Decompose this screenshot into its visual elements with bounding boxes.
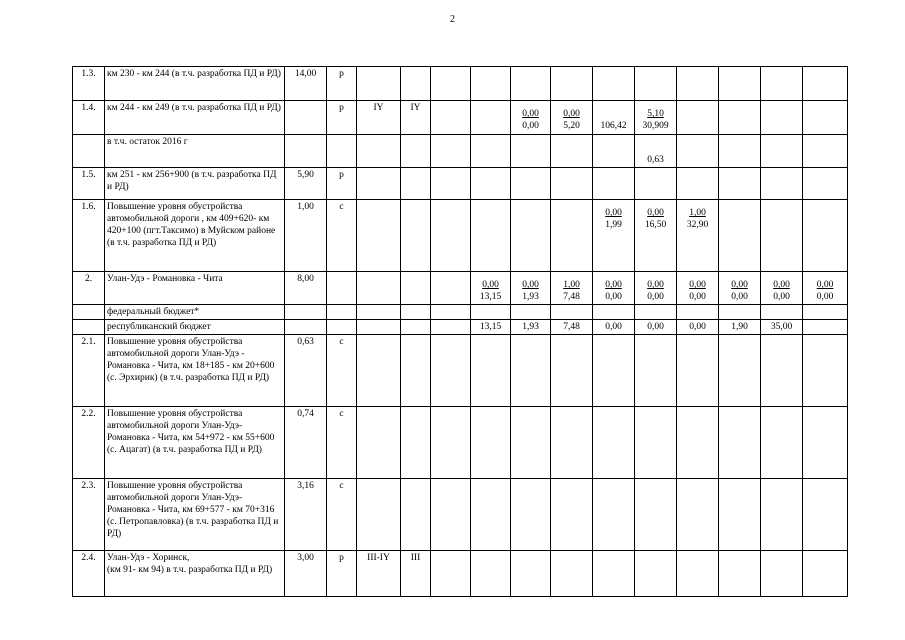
row-category-before	[357, 272, 401, 305]
year-value-cell	[677, 320, 719, 335]
row-category-after	[401, 407, 431, 479]
year-value-cell	[761, 305, 803, 320]
value-length: 0,00	[522, 280, 539, 290]
row-work-type: с	[327, 479, 357, 551]
year-value-cell	[635, 479, 677, 551]
row-description: км 230 - км 244 (в т.ч. разработка ПД и РД)	[105, 67, 285, 101]
year-value-cell	[511, 272, 551, 305]
row-description: Повышение уровня обустройства автомобильной дороги Улан-Удэ- Романовка - Чита, км 69+577 - км 70+316 (с. Петропавловка) (в т.ч. разработка ПД и РД)	[105, 479, 285, 551]
year-value-cell	[593, 479, 635, 551]
value-cost: 13,15	[479, 292, 502, 302]
row-work-type	[327, 320, 357, 335]
value-length: 0,00	[482, 280, 499, 290]
value-length: 0,00	[647, 280, 664, 290]
year-value-cell	[471, 101, 511, 135]
table-row	[73, 200, 848, 272]
year-value-cell	[803, 272, 848, 305]
row-description: км 244 - км 249 (в т.ч. разработка ПД и РД)	[105, 101, 285, 135]
row-category-before	[357, 407, 401, 479]
value-length: 0,00	[731, 280, 748, 290]
year-value-cell	[431, 168, 471, 200]
row-category-before	[357, 200, 401, 272]
row-category-before: IY	[357, 101, 401, 135]
year-value-cell	[677, 335, 719, 407]
year-value-cell	[431, 200, 471, 272]
value-cost: 0,00	[605, 292, 622, 302]
year-value-cell	[803, 168, 848, 200]
year-value-cell	[677, 479, 719, 551]
row-number: 2.1.	[73, 335, 105, 407]
year-value-cell	[719, 305, 761, 320]
year-value-cell	[511, 305, 551, 320]
row-work-type	[327, 305, 357, 320]
value-text: 1,90	[731, 322, 748, 332]
year-value-cell	[431, 335, 471, 407]
row-length	[285, 135, 327, 168]
year-value-cell	[803, 200, 848, 272]
value-cost: 1,99	[605, 220, 622, 230]
table-row	[73, 407, 848, 479]
year-value-cell	[593, 407, 635, 479]
year-value-cell	[719, 320, 761, 335]
year-value-cell	[471, 272, 511, 305]
table-row	[73, 67, 848, 101]
year-value-cell	[635, 407, 677, 479]
value-length: 1,00	[563, 280, 580, 290]
year-value-cell	[677, 200, 719, 272]
row-category-after: IY	[401, 101, 431, 135]
year-value-cell	[511, 200, 551, 272]
year-value-cell	[471, 305, 511, 320]
year-value-cell	[719, 272, 761, 305]
year-value-cell	[431, 101, 471, 135]
row-number	[73, 320, 105, 335]
year-value-cell	[431, 305, 471, 320]
year-value-cell	[431, 67, 471, 101]
value-cost: 7,48	[563, 292, 580, 302]
row-category-after	[401, 479, 431, 551]
value-text: 0,00	[647, 322, 664, 332]
year-value-cell	[551, 101, 593, 135]
year-value-cell	[635, 272, 677, 305]
table-row	[73, 305, 848, 320]
year-value-cell	[635, 320, 677, 335]
row-length	[285, 305, 327, 320]
year-value-cell	[803, 335, 848, 407]
row-length: 0,74	[285, 407, 327, 479]
value-cost: 0,00	[522, 121, 539, 131]
value-text: 0,00	[605, 322, 622, 332]
year-value-cell	[593, 168, 635, 200]
row-description: в т.ч. остаток 2016 г	[105, 135, 285, 168]
row-work-type: р	[327, 551, 357, 597]
year-value-cell	[761, 272, 803, 305]
year-value-cell	[803, 551, 848, 597]
row-length: 14,00	[285, 67, 327, 101]
value-length: 0,00	[773, 280, 790, 290]
year-value-cell	[431, 551, 471, 597]
year-value-cell	[635, 168, 677, 200]
row-length: 8,00	[285, 272, 327, 305]
year-value-cell	[511, 135, 551, 168]
year-value-cell	[635, 335, 677, 407]
year-value-cell	[803, 67, 848, 101]
year-value-cell	[677, 551, 719, 597]
year-value-cell	[593, 335, 635, 407]
year-value-cell	[761, 135, 803, 168]
row-work-type: р	[327, 168, 357, 200]
year-value-cell	[719, 200, 761, 272]
row-category-before	[357, 305, 401, 320]
table-row	[73, 320, 848, 335]
year-value-cell	[761, 168, 803, 200]
row-category-after	[401, 320, 431, 335]
year-value-cell	[677, 67, 719, 101]
row-work-type: с	[327, 200, 357, 272]
value-cost: 5,20	[563, 121, 580, 131]
value-length: 1,00	[689, 208, 706, 218]
year-value-cell	[593, 200, 635, 272]
year-value-cell	[471, 135, 511, 168]
year-value-cell	[551, 551, 593, 597]
row-number: 2.	[73, 272, 105, 305]
value-length: 0,00	[605, 208, 622, 218]
page-number: 2	[450, 14, 455, 25]
year-value-cell	[635, 305, 677, 320]
table-row	[73, 101, 848, 135]
table-row	[73, 272, 848, 305]
row-number: 1.4.	[73, 101, 105, 135]
value-cost: 30,909	[642, 121, 669, 131]
year-value-cell	[719, 335, 761, 407]
year-value-cell	[511, 407, 551, 479]
value-length: 0,00	[647, 208, 664, 218]
row-work-type: р	[327, 67, 357, 101]
value-text: 13,15	[479, 322, 502, 332]
year-value-cell	[431, 407, 471, 479]
row-category-after	[401, 67, 431, 101]
row-number: 2.2.	[73, 407, 105, 479]
year-value-cell	[803, 305, 848, 320]
year-value-cell	[551, 135, 593, 168]
year-value-cell	[511, 479, 551, 551]
year-value-cell	[635, 101, 677, 135]
table-row	[73, 479, 848, 551]
row-length: 3,16	[285, 479, 327, 551]
row-number	[73, 135, 105, 168]
row-category-before	[357, 168, 401, 200]
value-length	[595, 108, 632, 120]
row-work-type	[327, 135, 357, 168]
value-length: 0,00	[816, 280, 834, 290]
year-value-cell	[593, 272, 635, 305]
row-category-after: III	[401, 551, 431, 597]
year-value-cell	[719, 135, 761, 168]
year-value-cell	[511, 320, 551, 335]
year-value-cell	[677, 305, 719, 320]
row-length: 5,90	[285, 168, 327, 200]
year-value-cell	[677, 407, 719, 479]
year-value-cell	[677, 168, 719, 200]
row-work-type: с	[327, 407, 357, 479]
year-value-cell	[471, 200, 511, 272]
year-value-cell	[471, 67, 511, 101]
year-value-cell	[471, 407, 511, 479]
year-value-cell	[471, 335, 511, 407]
row-work-type	[327, 272, 357, 305]
row-length: 1,00	[285, 200, 327, 272]
year-value-cell	[677, 135, 719, 168]
year-value-cell	[551, 67, 593, 101]
year-value-cell	[551, 479, 593, 551]
year-value-cell	[551, 305, 593, 320]
value-length: 0,00	[689, 280, 706, 290]
year-value-cell	[803, 101, 848, 135]
year-value-cell	[761, 101, 803, 135]
year-value-cell	[551, 200, 593, 272]
year-value-cell	[761, 67, 803, 101]
year-value-cell	[719, 479, 761, 551]
year-value-cell	[593, 305, 635, 320]
year-value-cell	[431, 272, 471, 305]
year-value-cell	[511, 551, 551, 597]
value-cost: 32,90	[686, 220, 709, 230]
year-value-cell	[761, 320, 803, 335]
value-cost: 0,00	[773, 292, 790, 302]
year-value-cell	[761, 200, 803, 272]
row-description: Повышение уровня обустройства автомобильной дороги , км 409+620- км 420+100 (пгт.Таксимо) в Муйском районе (в т.ч. разработка ПД и РД)	[105, 200, 285, 272]
year-value-cell	[677, 101, 719, 135]
table-row	[73, 335, 848, 407]
row-description: Улан-Удэ - Романовка - Чита	[105, 272, 285, 305]
table-row	[73, 168, 848, 200]
year-value-cell	[635, 135, 677, 168]
year-value-cell	[511, 168, 551, 200]
year-value-cell	[551, 407, 593, 479]
row-length: 0,63	[285, 335, 327, 407]
value-cost: 0,00	[816, 292, 834, 302]
road-program-table	[72, 66, 848, 597]
year-value-cell	[719, 407, 761, 479]
row-number: 2.3.	[73, 479, 105, 551]
year-value-cell	[511, 335, 551, 407]
year-value-cell	[431, 320, 471, 335]
year-value-cell	[677, 272, 719, 305]
row-work-type: с	[327, 335, 357, 407]
row-length	[285, 101, 327, 135]
row-number	[73, 305, 105, 320]
row-category-before	[357, 67, 401, 101]
row-category-before	[357, 335, 401, 407]
row-category-after	[401, 335, 431, 407]
year-value-cell	[635, 551, 677, 597]
row-category-after	[401, 305, 431, 320]
table-row	[73, 135, 848, 168]
value-text: 1,93	[522, 322, 539, 332]
value-cost: 0,00	[647, 292, 664, 302]
row-description: Повышение уровня обустройства автомобильной дороги Улан-Удэ- Романовка - Чита, км 54+972 - км 55+600 (с. Ацагат) (в т.ч. разработка ПД и РД)	[105, 407, 285, 479]
year-value-cell	[511, 101, 551, 135]
year-value-cell	[803, 407, 848, 479]
row-number: 1.5.	[73, 168, 105, 200]
row-number: 1.6.	[73, 200, 105, 272]
row-category-after	[401, 272, 431, 305]
value-cost: 0,63	[647, 155, 664, 165]
year-value-cell	[551, 272, 593, 305]
row-description: Повышение уровня обустройства автомобильной дороги Улан-Удэ - Романовка - Чита, км 18+185 - км 20+600 (с. Эрхирик) (в т.ч. разработка ПД и РД)	[105, 335, 285, 407]
year-value-cell	[593, 101, 635, 135]
value-cost: 0,00	[689, 292, 706, 302]
value-length: 5,10	[647, 109, 664, 119]
value-length	[637, 142, 674, 154]
year-value-cell	[803, 135, 848, 168]
year-value-cell	[511, 67, 551, 101]
year-value-cell	[761, 407, 803, 479]
year-value-cell	[803, 320, 848, 335]
row-category-after	[401, 200, 431, 272]
year-value-cell	[431, 479, 471, 551]
year-value-cell	[471, 479, 511, 551]
year-value-cell	[471, 551, 511, 597]
value-text: 7,48	[563, 322, 580, 332]
row-category-before	[357, 479, 401, 551]
year-value-cell	[719, 168, 761, 200]
year-value-cell	[551, 335, 593, 407]
year-value-cell	[431, 135, 471, 168]
year-value-cell	[761, 335, 803, 407]
year-value-cell	[635, 200, 677, 272]
row-number: 1.3.	[73, 67, 105, 101]
row-description: км 251 - км 256+900 (в т.ч. разработка ПД и РД)	[105, 168, 285, 200]
year-value-cell	[719, 67, 761, 101]
value-cost: 106,42	[600, 121, 627, 131]
row-description: республиканский бюджет	[105, 320, 285, 335]
year-value-cell	[593, 67, 635, 101]
year-value-cell	[803, 479, 848, 551]
table-row	[73, 551, 848, 597]
value-length: 0,00	[563, 109, 580, 119]
year-value-cell	[719, 101, 761, 135]
year-value-cell	[471, 168, 511, 200]
value-text: 35,00	[770, 322, 793, 332]
row-description: федеральный бюджет*	[105, 305, 285, 320]
year-value-cell	[593, 320, 635, 335]
value-text: 0,00	[689, 322, 706, 332]
row-category-before	[357, 135, 401, 168]
year-value-cell	[551, 168, 593, 200]
value-length: 0,00	[522, 109, 539, 119]
year-value-cell	[719, 551, 761, 597]
year-value-cell	[593, 551, 635, 597]
value-cost: 16,50	[644, 220, 667, 230]
year-value-cell	[551, 320, 593, 335]
row-work-type: р	[327, 101, 357, 135]
value-cost: 0,00	[731, 292, 748, 302]
value-cost: 1,93	[522, 292, 539, 302]
value-length: 0,00	[605, 280, 622, 290]
year-value-cell	[761, 479, 803, 551]
row-length: 3,00	[285, 551, 327, 597]
year-value-cell	[635, 67, 677, 101]
row-category-after	[401, 135, 431, 168]
row-category-before: III-IY	[357, 551, 401, 597]
row-category-after	[401, 168, 431, 200]
row-description: Улан-Удэ - Хоринск, (км 91- км 94) в т.ч. разработка ПД и РД)	[105, 551, 285, 597]
row-category-before	[357, 320, 401, 335]
year-value-cell	[761, 551, 803, 597]
year-value-cell	[593, 135, 635, 168]
year-value-cell	[471, 320, 511, 335]
row-length	[285, 320, 327, 335]
row-number: 2.4.	[73, 551, 105, 597]
